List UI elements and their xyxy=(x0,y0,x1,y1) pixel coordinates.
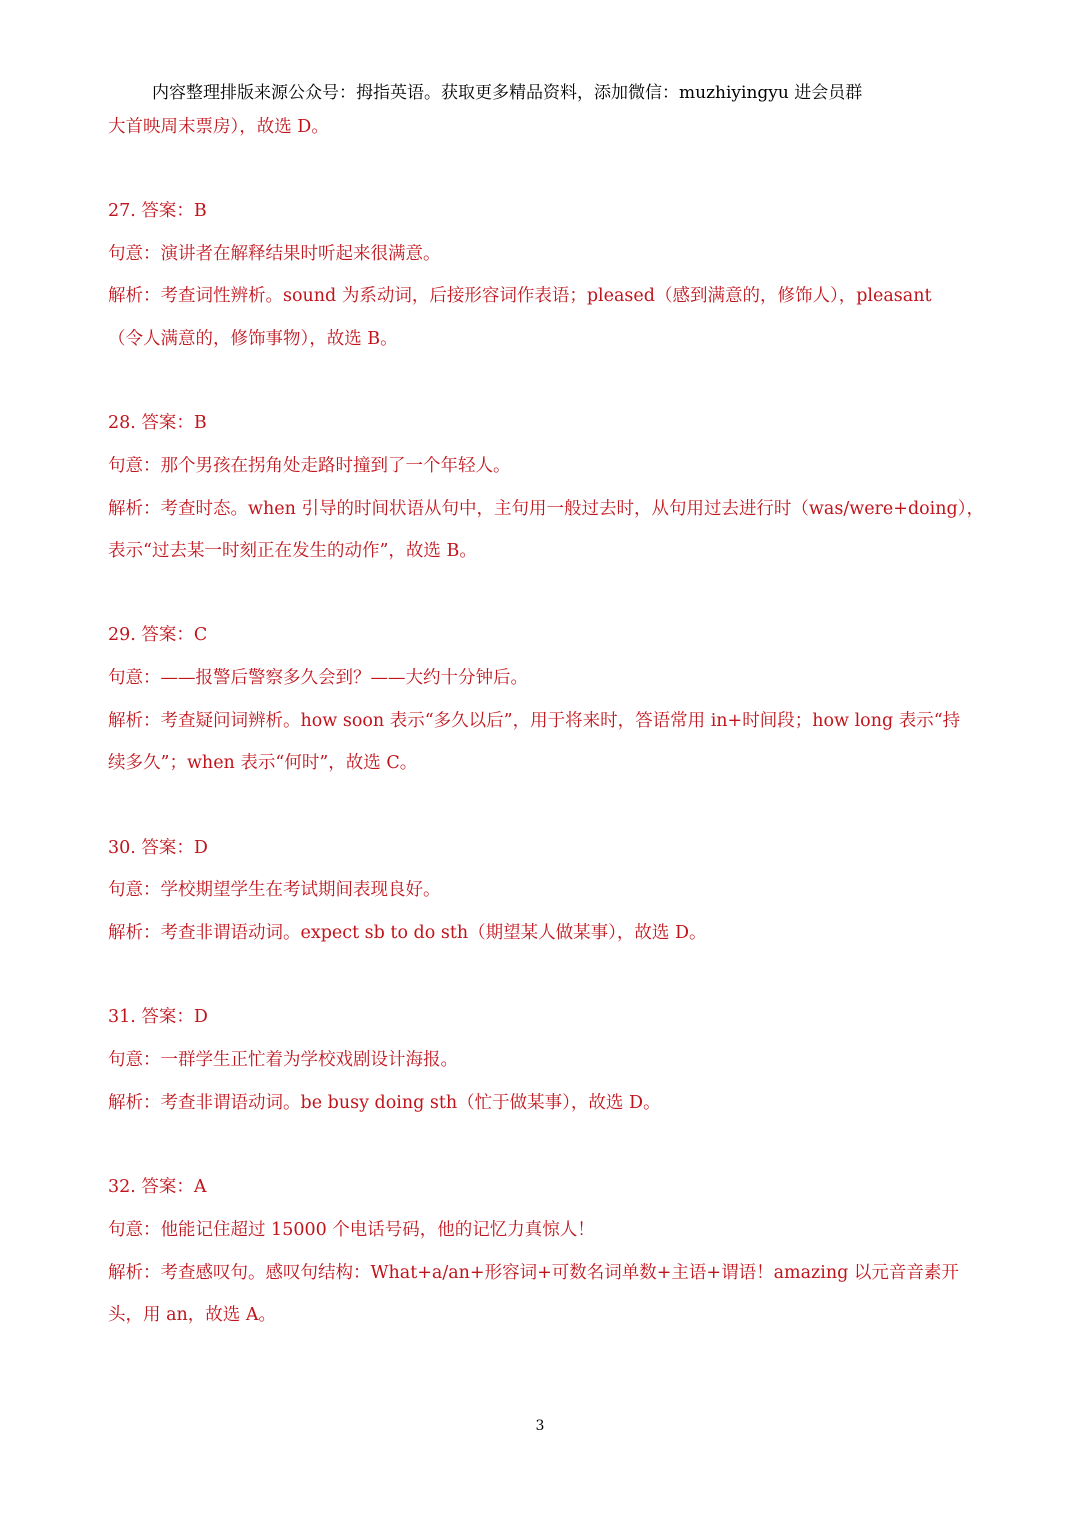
analysis-line: 解析：考查感叹句。感叹句结构：What+a/an+形容词+可数名词单数+主语+谓语！amazing 以元音音素开 xyxy=(108,1263,959,1283)
answer-line: 27. 答案：B xyxy=(108,201,207,221)
meaning-line: 句意：他能记住超过 15000 个电话号码，他的记忆力真惊人！ xyxy=(108,1220,595,1240)
page-number: 3 xyxy=(535,1418,545,1434)
answer-line: 32. 答案：A xyxy=(108,1177,207,1197)
answer-line: 29. 答案：C xyxy=(108,625,208,645)
analysis-line: 头，用 an，故选 A。 xyxy=(108,1305,276,1325)
analysis-line: 解析：考查非谓语动词。be busy doing sth（忙于做某事），故选 D。 xyxy=(108,1093,661,1113)
analysis-line: 续多久”；when 表示“何时”，故选 C。 xyxy=(108,753,418,773)
analysis-line: 表示“过去某一时刻正在发生的动作”，故选 B。 xyxy=(108,541,477,561)
intro-continuation: 大首映周末票房），故选 D。 xyxy=(108,117,329,137)
analysis-line: 解析：考查非谓语动词。expect sb to do sth（期望某人做某事），故选 D。 xyxy=(108,923,707,943)
answer-line: 28. 答案：B xyxy=(108,413,207,433)
analysis-line: 解析：考查时态。when 引导的时间状语从句中，主句用一般过去时，从句用过去进行时（was/were+doing）， xyxy=(108,499,985,519)
meaning-line: 句意：学校期望学生在考试期间表现良好。 xyxy=(108,880,441,900)
analysis-line: 解析：考查疑问词辨析。how soon 表示“多久以后”，用于将来时，答语常用 in+时间段；how long 表示“持 xyxy=(108,711,961,731)
meaning-line: 句意：那个男孩在拐角处走路时撞到了一个年轻人。 xyxy=(108,456,511,476)
analysis-line: （令人满意的，修饰事物），故选 B。 xyxy=(108,329,398,349)
page-header: 内容整理排版来源公众号：拇指英语。获取更多精品资料，添加微信：muzhiyingyu 进会员群 xyxy=(152,83,863,103)
meaning-line: 句意：演讲者在解释结果时听起来很满意。 xyxy=(108,244,441,264)
answer-line: 30. 答案：D xyxy=(108,838,208,858)
analysis-line: 解析：考查词性辨析。sound 为系动词，后接形容词作表语；pleased（感到满意的，修饰人），pleasant xyxy=(108,286,932,306)
answer-line: 31. 答案：D xyxy=(108,1007,208,1027)
meaning-line: 句意：——报警后警察多久会到？——大约十分钟后。 xyxy=(108,668,528,688)
meaning-line: 句意：一群学生正忙着为学校戏剧设计海报。 xyxy=(108,1050,458,1070)
